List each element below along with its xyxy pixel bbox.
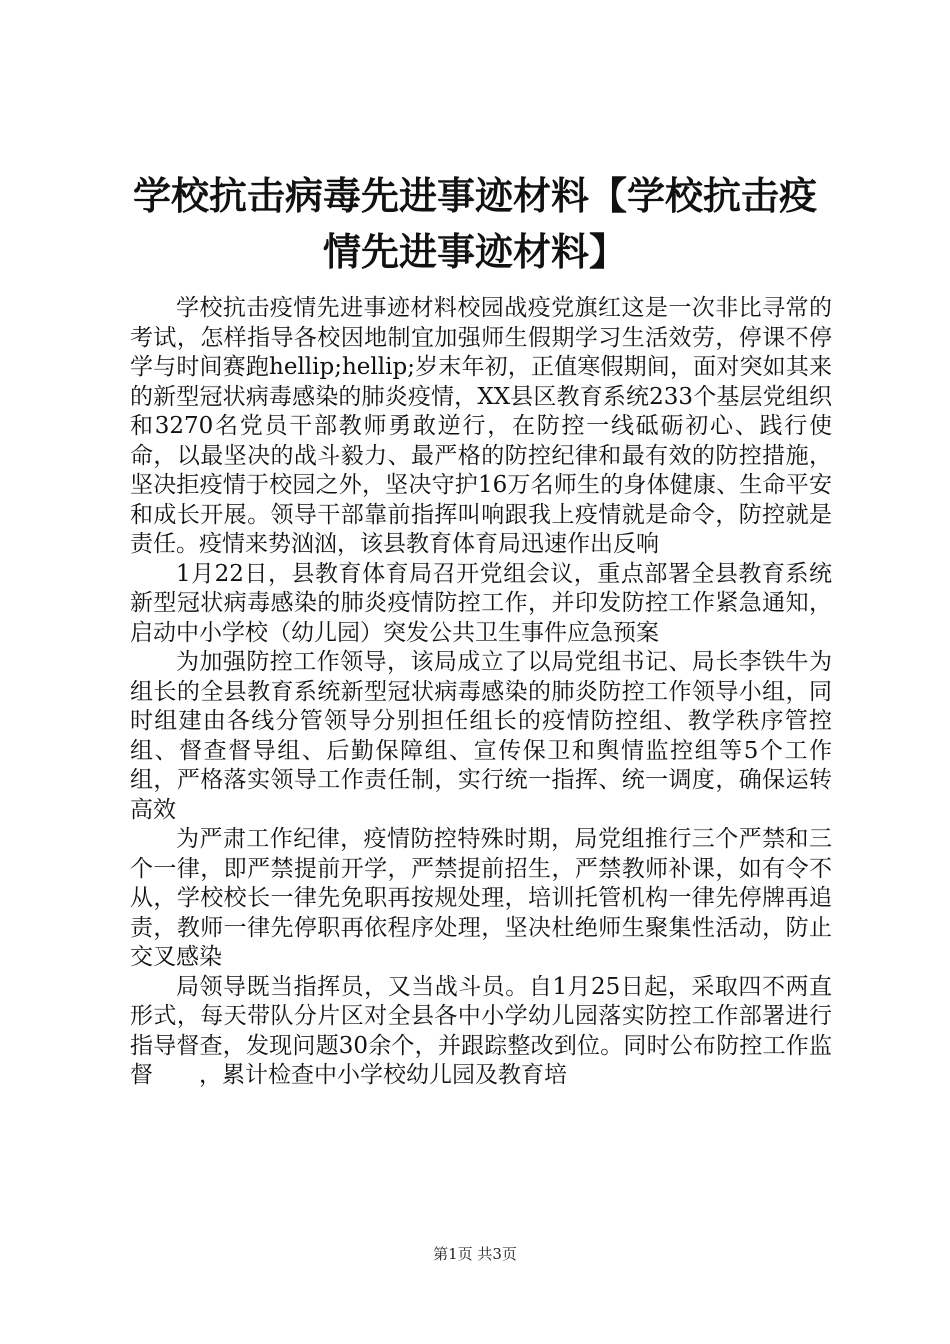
- paragraph: 为加强防控工作领导，该局成立了以局党组书记、局长李铁牛为组长的全县教育系统新型冠状病毒感染的肺炎防控工作领导小组，同时组建由各线分管领导分别担任组长的疫情防控组、教学秩序管控组、督查督导组、后勤保障组、宣传保卫和舆情监控组等5个工作组，严格落实领导工作责任制，实行统一指挥、统一调度，确保运转高效: [130, 649, 832, 823]
- paragraph: 为严肃工作纪律，疫情防控特殊时期，局党组推行三个严禁和三个一律，即严禁提前开学，严禁提前招生，严禁教师补课，如有令不从，学校校长一律先免职再按规处理，培训托管机构一律先停牌再追责，教师一律先停职再依程序处理，坚决杜绝师生聚集性活动，防止交叉感染: [130, 826, 832, 970]
- paragraph: 局领导既当指挥员，又当战斗员。自1月25日起，采取四不两直形式，每天带队分片区对全县各中小学幼儿园落实防控工作部署进行指导督查，发现问题30余个，并跟踪整改到位。同时公布防控工作监督 ，累计检查中小学校幼儿园及教育培: [130, 973, 832, 1088]
- paragraph: 1月22日，县教育体育局召开党组会议，重点部署全县教育系统新型冠状病毒感染的肺炎疫情防控工作，并印发防控工作紧急通知，启动中小学校（幼儿园）突发公共卫生事件应急预案: [130, 560, 832, 646]
- document-body: [130, 294, 832, 1091]
- page-number-footer: 第1页 共3页: [433, 1245, 517, 1263]
- document-title: 学校抗击病毒先进事迹材料【学校抗击疫情先进事迹材料】: [132, 174, 817, 274]
- paragraph: 学校抗击疫情先进事迹材料校园战疫党旗红这是一次非比寻常的考试，怎样指导各校因地制宜加强师生假期学习生活效劳，停课不停学与时间赛跑hellip;hellip;岁末年初，正值寒假期间，面对突如其来的新型冠状病毒感染的肺炎疫情，XX县区教育系统233个基层党组织和3270名党员干部教师勇敢逆行，在防控一线砥砺初心、践行使命，以最坚决的战斗毅力、最严格的防控纪律和最有效的防控措施，坚决拒疫情于校园之外，坚决守护16万名师生的身体健康、生命平安和成长开展。领导干部靠前指挥叫响跟我上疫情就是命令，防控就是责任。疫情来势汹汹，该县教育体育局迅速作出反响: [130, 295, 832, 557]
